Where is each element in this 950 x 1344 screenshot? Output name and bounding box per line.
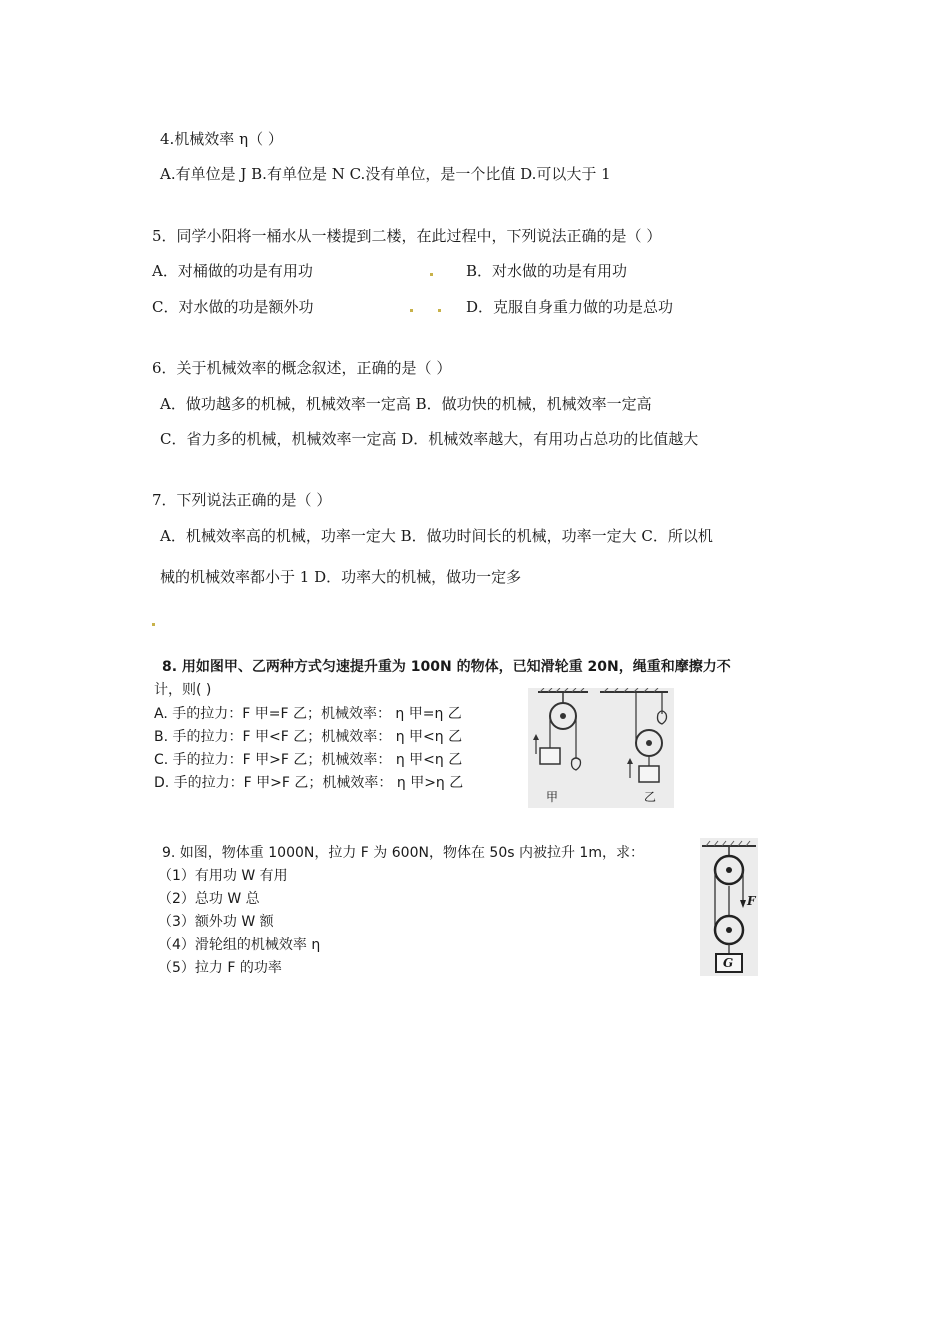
q8-pulley-figure [528,688,674,808]
q5-stem: 5．同学小阳将一桶水从一楼提到二楼，在此过程中，下列说法正确的是（ ） [152,227,662,245]
q8-stem-line2: 计，则( ) [154,682,212,698]
q9-item-4: （4）滑轮组的机械效率 η [158,937,321,953]
q8-option-c: C. 手的拉力：F 甲>F 乙；机械效率： η 甲<η 乙 [154,752,463,768]
q4-options: A.有单位是 J B.有单位是 N C.没有单位，是一个比值 D.可以大于 1 [160,165,611,183]
q8-option-a: A. 手的拉力：F 甲=F 乙；机械效率： η 甲=η 乙 [154,706,462,722]
q4-stem: 4.机械效率 η（ ） [160,130,283,148]
q5-option-d: D．克服自身重力做的功是总功 [466,298,674,316]
q9-figure-label-f: F [747,894,756,908]
scan-speck [430,273,433,276]
q9-item-5: （5）拉力 F 的功率 [158,960,282,976]
q5-option-a: A．对桶做的功是有用功 [152,262,313,280]
q6-options-ab: A．做功越多的机械，机械效率一定高 B．做功快的机械，机械效率一定高 [160,395,652,413]
q6-options-cd: C．省力多的机械，机械效率一定高 D．机械效率越大，有用功占总功的比值越大 [160,430,699,448]
q7-stem: 7．下列说法正确的是（ ） [152,491,332,509]
q9-figure-label-g: G [723,956,734,970]
q9-stem: 9. 如图，物体重 1000N，拉力 F 为 600N，物体在 50s 内被拉升 1m，求： [162,845,644,861]
scan-speck [410,309,413,312]
q8-option-b: B. 手的拉力：F 甲<F 乙；机械效率： η 甲<η 乙 [154,729,463,745]
q9-item-3: （3）额外功 W 额 [158,914,274,930]
q8-figure-label-jia: 甲 [546,790,559,804]
q6-stem: 6．关于机械效率的概念叙述，正确的是（ ） [152,359,452,377]
scan-speck [438,309,441,312]
q8-figure-label-yi: 乙 [644,790,657,804]
q9-item-2: （2）总功 W 总 [158,891,260,907]
q7-options-line1: A．机械效率高的机械，功率一定大 B．做功时间长的机械，功率一定大 C．所以机 [160,527,713,545]
q5-option-b: B．对水做的功是有用功 [466,262,628,280]
q5-option-c: C．对水做的功是额外功 [152,298,314,316]
q8-stem-line1: 8. 用如图甲、乙两种方式匀速提升重为 100N 的物体，已知滑轮重 20N，绳重和摩擦力不 [162,659,731,675]
q7-options-line2: 械的机械效率都小于 1 D．功率大的机械，做功一定多 [160,568,522,586]
scan-speck [152,623,155,626]
q8-option-d: D. 手的拉力：F 甲>F 乙；机械效率： η 甲>η 乙 [154,775,464,791]
q9-pulley-figure [700,838,758,976]
q9-item-1: （1）有用功 W 有用 [158,868,288,884]
